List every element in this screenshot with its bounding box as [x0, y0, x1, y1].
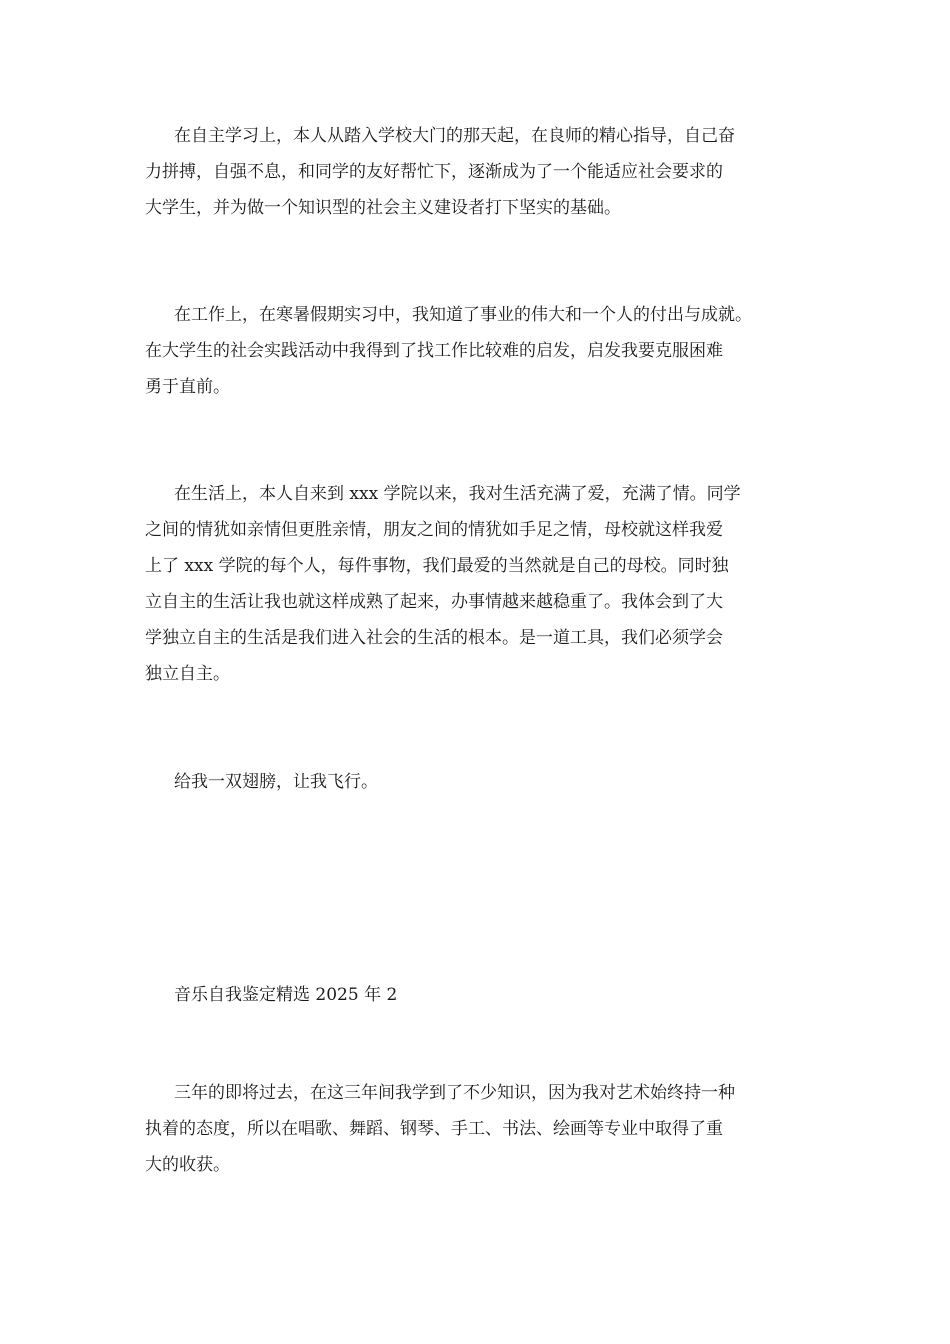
- paragraph-wings: [145, 764, 825, 800]
- paragraph-work: [145, 297, 825, 405]
- paragraph-line: 之间的情犹如亲情但更胜亲情，朋友之间的情犹如手足之情，母校就这样我爱: [145, 520, 723, 540]
- paragraph-line: 在生活上，本人自来到 xxx 学院以来，我对生活充满了爱，充满了情。同学: [174, 484, 741, 504]
- paragraph-three-years: [145, 1075, 825, 1183]
- paragraph-line: 执着的态度，所以在唱歌、舞蹈、钢琴、手工、书法、绘画等专业中取得了重: [145, 1119, 723, 1139]
- paragraph-line: 上了 xxx 学院的每个人，每件事物，我们最爱的当然就是自己的母校。同时独: [145, 556, 729, 576]
- paragraph-line: 在自主学习上，本人从踏入学校大门的那天起，在良师的精心指导，自己奋: [174, 126, 735, 146]
- paragraph-study: [145, 118, 825, 226]
- paragraph-line: 勇于直前。: [145, 377, 230, 397]
- paragraph-line: 力拼搏，自强不息，和同学的友好帮忙下，逐渐成为了一个能适应社会要求的: [145, 162, 723, 182]
- paragraph-line: 在大学生的社会实践活动中我得到了找工作比较难的启发，启发我要克服困难: [145, 341, 723, 361]
- paragraph-line: 大的收获。: [145, 1155, 230, 1175]
- section-title-text: 音乐自我鉴定精选 2025 年 2: [174, 985, 398, 1005]
- paragraph-line: 在工作上，在寒暑假期实习中，我知道了事业的伟大和一个人的付出与成就。: [174, 305, 752, 325]
- paragraph-line: 立自主的生活让我也就这样成熟了起来，办事情越来越稳重了。我体会到了大: [145, 592, 723, 612]
- paragraph-line: 三年的即将过去，在这三年间我学到了不少知识，因为我对艺术始终持一种: [174, 1083, 735, 1103]
- paragraph-line: 给我一双翅膀，让我飞行。: [174, 772, 378, 792]
- paragraph-line: 学独立自主的生活是我们进入社会的生活的根本。是一道工具，我们必须学会: [145, 628, 723, 648]
- section-title: [145, 977, 825, 1013]
- paragraph-line: 独立自主。: [145, 664, 230, 684]
- paragraph-line: 大学生，并为做一个知识型的社会主义建设者打下坚实的基础。: [145, 198, 621, 218]
- paragraph-life: [145, 476, 825, 692]
